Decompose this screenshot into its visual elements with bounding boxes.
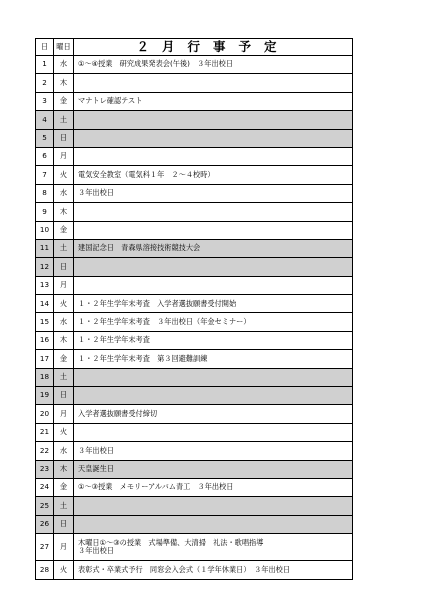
table-row: [36, 561, 353, 579]
header-row: [36, 39, 353, 56]
day-cell: 12: [36, 258, 54, 276]
event-cell: 建国記念日 青森県溶接技術競技大会: [74, 239, 353, 257]
day-cell: 24: [36, 478, 54, 496]
table-row: [36, 239, 353, 257]
event-cell: ①～④授業 研究成果発表会(午後) ３年出校日: [74, 56, 353, 74]
day-cell: 3: [36, 92, 54, 110]
day-cell: 28: [36, 561, 54, 579]
event-cell: ①～③授業 メモリーアルバム青工 ３年出校日: [74, 478, 353, 496]
event-cell: [74, 129, 353, 147]
day-cell: 21: [36, 423, 54, 441]
event-cell: [74, 258, 353, 276]
event-cell: １・２年生学年末考査 ３年出校日（年金セミナー）: [74, 313, 353, 331]
weekday-cell: 月: [54, 405, 74, 423]
day-cell: 13: [36, 276, 54, 294]
event-cell: [74, 203, 353, 221]
table-row: [36, 534, 353, 561]
day-cell: 9: [36, 203, 54, 221]
day-cell: 5: [36, 129, 54, 147]
table-row: [36, 129, 353, 147]
event-cell: １・２年生学年末考査 第３回避難訓練: [74, 350, 353, 368]
weekday-cell: 日: [54, 129, 74, 147]
weekday-cell: 土: [54, 368, 74, 386]
weekday-cell: 水: [54, 313, 74, 331]
event-cell: [74, 111, 353, 129]
weekday-cell: 木: [54, 331, 74, 349]
table-row: [36, 92, 353, 110]
weekday-cell: 月: [54, 534, 74, 561]
table-row: [36, 258, 353, 276]
day-cell: 10: [36, 221, 54, 239]
table-row: [36, 331, 353, 349]
event-cell: 表彰式・卒業式予行 同窓会入会式（１学年休業日） ３年出校日: [74, 561, 353, 579]
table-row: [36, 515, 353, 533]
day-cell: 7: [36, 166, 54, 184]
weekday-cell: 月: [54, 276, 74, 294]
table-row: [36, 350, 353, 368]
event-cell: [74, 74, 353, 92]
event-cell: ３年出校日: [74, 184, 353, 202]
day-cell: 22: [36, 442, 54, 460]
day-cell: 15: [36, 313, 54, 331]
event-cell: [74, 276, 353, 294]
weekday-cell: 木: [54, 74, 74, 92]
table-row: [36, 166, 353, 184]
table-row: [36, 442, 353, 460]
weekday-cell: 月: [54, 147, 74, 165]
weekday-cell: 土: [54, 239, 74, 257]
day-cell: 11: [36, 239, 54, 257]
event-cell: [74, 423, 353, 441]
weekday-cell: 木: [54, 203, 74, 221]
day-cell: 6: [36, 147, 54, 165]
weekday-cell: 水: [54, 442, 74, 460]
table-row: [36, 111, 353, 129]
weekday-cell: 火: [54, 561, 74, 579]
table-row: [36, 405, 353, 423]
day-cell: 2: [36, 74, 54, 92]
weekday-cell: 金: [54, 92, 74, 110]
header-weekday: 曜日: [54, 39, 74, 56]
event-cell: ３年出校日: [74, 442, 353, 460]
weekday-cell: 水: [54, 184, 74, 202]
event-cell: １・２年生学年末考査: [74, 331, 353, 349]
weekday-cell: 金: [54, 350, 74, 368]
weekday-cell: 土: [54, 111, 74, 129]
weekday-cell: 水: [54, 56, 74, 74]
event-cell: マナトレ確認テスト: [74, 92, 353, 110]
table-row: [36, 276, 353, 294]
day-cell: 1: [36, 56, 54, 74]
day-cell: 19: [36, 387, 54, 405]
event-cell: 木曜日①～③の授業 式場準備、大清掃 礼法・歌唱指導 ３年出校日: [74, 534, 353, 561]
weekday-cell: 日: [54, 387, 74, 405]
weekday-cell: 金: [54, 478, 74, 496]
schedule-sheet: [35, 38, 352, 580]
table-row: [36, 221, 353, 239]
weekday-cell: 土: [54, 497, 74, 515]
table-row: [36, 497, 353, 515]
event-cell: 天皇誕生日: [74, 460, 353, 478]
weekday-cell: 火: [54, 423, 74, 441]
day-cell: 8: [36, 184, 54, 202]
event-cell: [74, 147, 353, 165]
table-row: [36, 184, 353, 202]
day-cell: 18: [36, 368, 54, 386]
day-cell: 20: [36, 405, 54, 423]
day-cell: 17: [36, 350, 54, 368]
table-row: [36, 203, 353, 221]
schedule-table: [35, 38, 353, 580]
table-row: [36, 313, 353, 331]
weekday-cell: 火: [54, 166, 74, 184]
event-cell: [74, 497, 353, 515]
header-day: 日: [36, 39, 54, 56]
table-row: [36, 478, 353, 496]
page-title: ２月行事予定: [74, 39, 353, 56]
weekday-cell: 日: [54, 258, 74, 276]
day-cell: 16: [36, 331, 54, 349]
weekday-cell: 火: [54, 295, 74, 313]
table-row: [36, 295, 353, 313]
day-cell: 14: [36, 295, 54, 313]
day-cell: 4: [36, 111, 54, 129]
day-cell: 25: [36, 497, 54, 515]
event-cell: 入学者選抜願書受付締切: [74, 405, 353, 423]
table-row: [36, 387, 353, 405]
event-cell: [74, 387, 353, 405]
event-cell: [74, 368, 353, 386]
event-cell: １・２年生学年末考査 入学者選抜願書受付開始: [74, 295, 353, 313]
table-row: [36, 423, 353, 441]
event-cell: [74, 221, 353, 239]
table-row: [36, 368, 353, 386]
day-cell: 23: [36, 460, 54, 478]
event-cell: 電気安全教室（電気科１年 ２～４校時）: [74, 166, 353, 184]
table-row: [36, 74, 353, 92]
day-cell: 26: [36, 515, 54, 533]
table-row: [36, 56, 353, 74]
weekday-cell: 木: [54, 460, 74, 478]
table-row: [36, 147, 353, 165]
weekday-cell: 日: [54, 515, 74, 533]
day-cell: 27: [36, 534, 54, 561]
table-row: [36, 460, 353, 478]
event-cell: [74, 515, 353, 533]
weekday-cell: 金: [54, 221, 74, 239]
